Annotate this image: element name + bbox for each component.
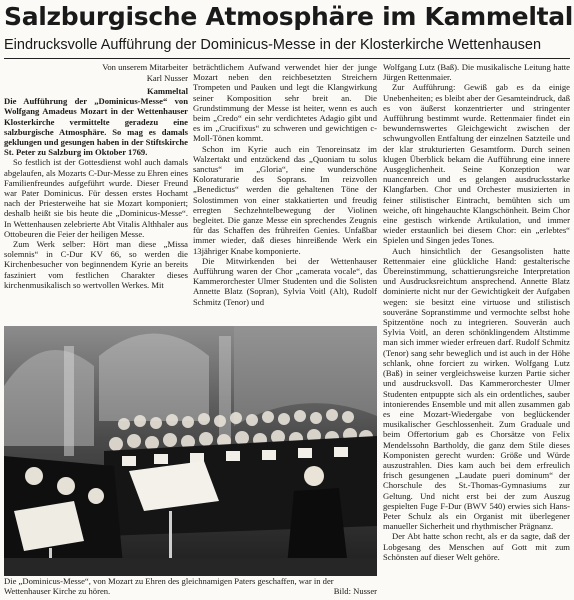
paragraph: Zur Aufführung: Gewiß gab es da einige Unebenheiten; es bleibt aber der Gesamteindruck, daß es von äußerst konzentrierter und stringenter Aufführung bestimmt wurde. Rettenmaier findet ein bewundernswertes Gleichgewicht zwischen der schwungvollen Entfaltung der einzelnen Satzteile und der klar strukturierten Gesamtform. Durch seinen klugen Überblick bekam die Aufführung eine innere Ausgeglichenheit. Seine Konzeption war nuancenreich und es gelangen ausdrucksstarke Klangfarben. Chor und Orchester musizierten in feiner stilistischer Eintracht, bemühten sich um weiche, oft hingehauchte Klangschönheit. Beim Chor eine gestisch wirkende Artikulation, und immer wieder erstaunlich bei diesem Chor: ein „erlebtes“ Spielen und Singen jedes Tones. bbox=[383, 82, 570, 246]
lead-paragraph: Die Aufführung der „Dominicus-Messe“ von Wolfgang Amadeus Mozart in der Wettenhauser Klosterkirche vermittelte geradezu eine salzburgische Atmosphäre. So mag es damals geklungen und gesungen haben in der Stiftskirche St. Peter zu Salzburg im Oktober 1769. bbox=[4, 96, 188, 158]
photo-caption bbox=[4, 576, 377, 596]
paragraph: Schon im Kyrie auch ein Tenoreinsatz im Walzertakt und entzückend das „Quoniam tu solus sanctus“ im „Gloria“, eine wunderschöne Koloraturarie des Soprans. Im reizvollen „Benedictus“ werden die gehaltenen Töne der Solostimmen von einer stakkatierten und freudig erregten Sechzehntelbewegung der Violinen begleitet. Die ganze Messe ein sprechendes Zeugnis für das Schaffen des frühreifen Genies. Unfaßbar immer wieder, daß dieses hinreißende Werk ein 13jähriger Knabe komponierte. bbox=[193, 143, 377, 256]
choir-orchestra-image bbox=[4, 326, 377, 576]
byline-line-1: Von unserem Mitarbeiter bbox=[102, 62, 188, 72]
subheadline: Eindrucksvolle Aufführung der Dominicus-Messe in der Klosterkirche Wettenhausen bbox=[4, 37, 542, 53]
article-column-3 bbox=[383, 62, 570, 562]
paragraph: Zum Werk selber: Hört man diese „Missa solemnis“ in C-Dur KV 66, so werden die Kirchenbesucher von beginnendem Kyrie an bereits fasziniert vom festlichen Charakter dieses kirchenmusikalisch so wertvollen Werkes. Mit bbox=[4, 239, 188, 290]
article-column-1 bbox=[4, 62, 188, 290]
caption-text: Die „Dominicus-Messe“, von Mozart zu Ehren des gleichnamigen Paters geschaffen, war in der Wettenhauser Kirche zu hören. bbox=[4, 576, 334, 597]
byline-author: Karl Nusser bbox=[146, 72, 188, 83]
paragraph: Wolfgang Lutz (Baß). Die musikalische Leitung hatte Jürgen Rettenmaier. bbox=[383, 62, 570, 83]
dateline-kicker: Kammeltal bbox=[146, 86, 188, 96]
paragraph: Die Mitwirkenden bei der Wettenhauser Aufführung waren der Chor „camerata vocale“, das Kammerorchester Ulmer Studenten und die Solisten Annette Blatz (Sopran), Sylvia Voitl (Alt), Rudolf Schmitz (Tenor) und bbox=[193, 255, 377, 307]
headline-rule bbox=[4, 58, 570, 59]
paragraph: beträchtlichem Aufwand verwendet hier der junge Mozart neben den reichbesetzten Streichern Trompeten und Pauken und legt die Klangwirkung seiner Komposition sehr breit an. Die Grundstimmung der Messe ist heiter, wenn es auch beim „Credo“ ein sehr verdichtetes Adagio gibt und es im „Crucifixus“ zu schweren und gewichtigen c-Moll-Tönen kommt. bbox=[193, 62, 377, 144]
paragraph: So festlich ist der Gottesdienst wohl auch damals abgelaufen, als Mozarts C-Dur-Messe zu Ehren eines Familienfreundes aufgeführt wurde. Dieser Freund war Pater Dominicus. Für dessen erstes Hochamt nach der Priesterweihe hat sie Mozart komponiert; deshalb heißt sie bis heute die „Dominicus-Messe“. In Wettenhausen zelebrierte Abt Vitalis Althhaler aus Ottobeuren die Feier der heiligen Messe. bbox=[4, 157, 188, 239]
byline bbox=[4, 62, 188, 83]
headline: Salzburgische Atmosphäre im Kammeltal bbox=[4, 2, 574, 31]
paragraph: Der Abt hatte schon recht, als er da sagte, daß der Lobgesang des Menschen auf Gott mit zum Schönsten auf dieser Welt gehöre. bbox=[383, 531, 570, 562]
concert-photo bbox=[4, 326, 377, 576]
article-column-2 bbox=[193, 62, 377, 307]
paragraph: Auch hinsichtlich der Gesangsolisten hatte Rettenmaier eine glückliche Hand: gestalterische Übereinstimmung, schattierungsreiche Interpretation und Ausdrucksreichtum ansprechend. Annette Blatz dominierte nicht nur der Gewichtigkeit der Aufgaben wegen: sie besitzt eine virtuose und stilistisch souveräne Sopranstimme und vermochte selbst hohe Spitzentöne noch zu integrieren. Souverän auch Sylvia Voitl, an deren schönklingendem Altstimme man sich immer wieder erfreuen darf. Rudolf Schmitz (Tenor) sang sehr beweglich und ist auch in der Höhe schlank, ohne forciert zu wirken. Wolfgang Lutz (Baß) in seiner vergleichsweise kurzen Partie sicher und ausdrucksvoll. Das Kammerorchester Ulmer Studenten entpuppte sich als ein ordentliches, sauber intonierendes Ensemble und mit allen zusammen gab es eine Mozart-Wiedergabe von beglückender musikalischer Geschlossenheit. Zum Graduale und beim Offertorium gab es Chorsätze von Felix Mendelssohn Bartholdy, die ganz dem Stile dieses Komponisten gerecht wurden: Größe und Würde auszustrahlen. Dies kam auch bei dem erfreulich frisch gesungenen „Laudate pueri dominum“ der Chorschule des St.-Thomas-Gymnasiums zur Geltung. Und nicht erst bei der zum Auszug gespielten Fuge F-Dur (BWV 540) erwies sich Hans-Peter Schulz als ein Organist mit überlegener manueller Sicherheit und rhythmischer Prägnanz. bbox=[383, 245, 570, 532]
photo-credit: Bild: Nusser bbox=[333, 586, 377, 597]
